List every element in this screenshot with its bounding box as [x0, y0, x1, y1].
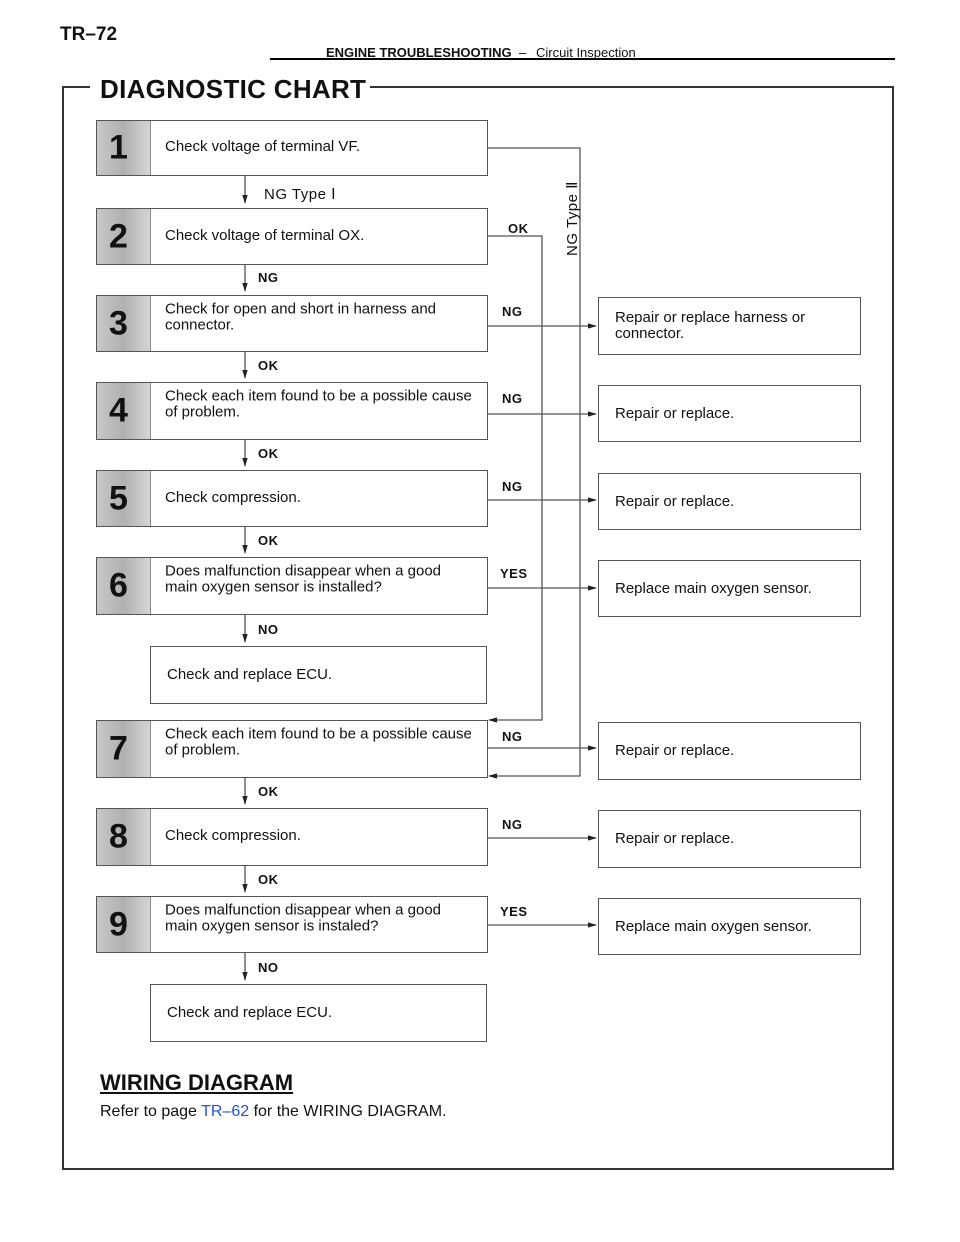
- ng-label: NG: [258, 270, 279, 285]
- wiring-diagram-reference: Refer to page TR–62 for the WIRING DIAGRAM.: [100, 1103, 447, 1120]
- step-3-box: [96, 295, 488, 352]
- ng-label: NG: [502, 479, 523, 494]
- step-number-badge: 1: [97, 121, 151, 175]
- step-6-box: [96, 557, 488, 615]
- no-label: NO: [258, 960, 279, 975]
- result-box: [598, 722, 861, 780]
- step-number-badge: 3: [97, 296, 151, 351]
- ok-label: OK: [258, 358, 279, 373]
- chart-title: DIAGNOSTIC CHART: [100, 74, 367, 104]
- step-number-badge: 4: [97, 383, 151, 439]
- ng-type-2-label: NG Type Ⅱ: [564, 181, 581, 256]
- result-box: [598, 297, 861, 355]
- result-text: Replace main oxygen sensor.: [615, 917, 812, 935]
- step-9-box: [96, 896, 488, 953]
- step-text: Check voltage of terminal OX.: [165, 226, 365, 244]
- step-number-badge: 2: [97, 209, 151, 264]
- page-reference-link[interactable]: TR–62: [201, 1103, 250, 1120]
- ok-label: OK: [258, 446, 279, 461]
- step-text: Check voltage of terminal VF.: [165, 138, 361, 156]
- step-text: Check each item found to be a possible cause of problem.: [165, 725, 472, 759]
- result-text: Repair or replace.: [615, 404, 735, 422]
- ok-label: OK: [258, 784, 279, 799]
- step-number-badge: 9: [97, 897, 151, 952]
- result-box: [598, 385, 861, 442]
- result-box: [598, 473, 861, 530]
- subsection-title: Circuit Inspection: [536, 45, 636, 60]
- result-text: Repair or replace harness or connector.: [615, 309, 806, 342]
- wiring-diagram-heading: WIRING DIAGRAM: [100, 1070, 294, 1095]
- yes-label: YES: [500, 904, 528, 919]
- step-number-badge: 7: [97, 721, 151, 777]
- page-number: TR–72: [60, 24, 118, 45]
- ok-label: OK: [258, 533, 279, 548]
- ecu-step-box: [150, 646, 487, 704]
- result-text: Repair or replace.: [615, 492, 735, 510]
- ng-label: NG: [502, 729, 523, 744]
- step-number-badge: 5: [97, 471, 151, 526]
- step-7-box: [96, 720, 488, 778]
- step-text: Check and replace ECU.: [167, 1004, 333, 1021]
- step-number-badge: 6: [97, 558, 151, 614]
- step-1-box: [96, 120, 488, 176]
- result-box: [598, 898, 861, 955]
- step-text: Check each item found to be a possible cause of problem.: [165, 387, 472, 421]
- step-text: Does malfunction disappear when a good main oxygen sensor is instaled?: [165, 901, 442, 935]
- step-4-box: [96, 382, 488, 440]
- result-text: Replace main oxygen sensor.: [615, 579, 812, 597]
- no-label: NO: [258, 622, 279, 637]
- step-2-box: [96, 208, 488, 265]
- step-5-box: [96, 470, 488, 527]
- ecu-step-box: [150, 984, 487, 1042]
- result-text: Repair or replace.: [615, 830, 735, 847]
- section-title: ENGINE TROUBLESHOOTING: [326, 45, 512, 60]
- step-text: Check and replace ECU.: [167, 666, 333, 683]
- ok-label: OK: [508, 221, 529, 236]
- ng-label: NG: [502, 304, 523, 319]
- result-text: Repair or replace.: [615, 742, 735, 759]
- step-8-box: [96, 808, 488, 866]
- ok-label: OK: [258, 872, 279, 887]
- step-number-badge: 8: [97, 809, 151, 865]
- step-text: Check compression.: [165, 488, 301, 506]
- ng-label: NG: [502, 391, 523, 406]
- section-separator: –: [519, 45, 527, 60]
- result-box: [598, 560, 861, 617]
- step-text: Check for open and short in harness and connector.: [165, 300, 437, 334]
- step-text: Does malfunction disappear when a good main oxygen sensor is installed?: [165, 562, 442, 596]
- ng-type-1-label: NG Type Ⅰ: [264, 186, 337, 203]
- yes-label: YES: [500, 566, 528, 581]
- result-box: [598, 810, 861, 868]
- ng-label: NG: [502, 817, 523, 832]
- step-text: Check compression.: [165, 827, 301, 845]
